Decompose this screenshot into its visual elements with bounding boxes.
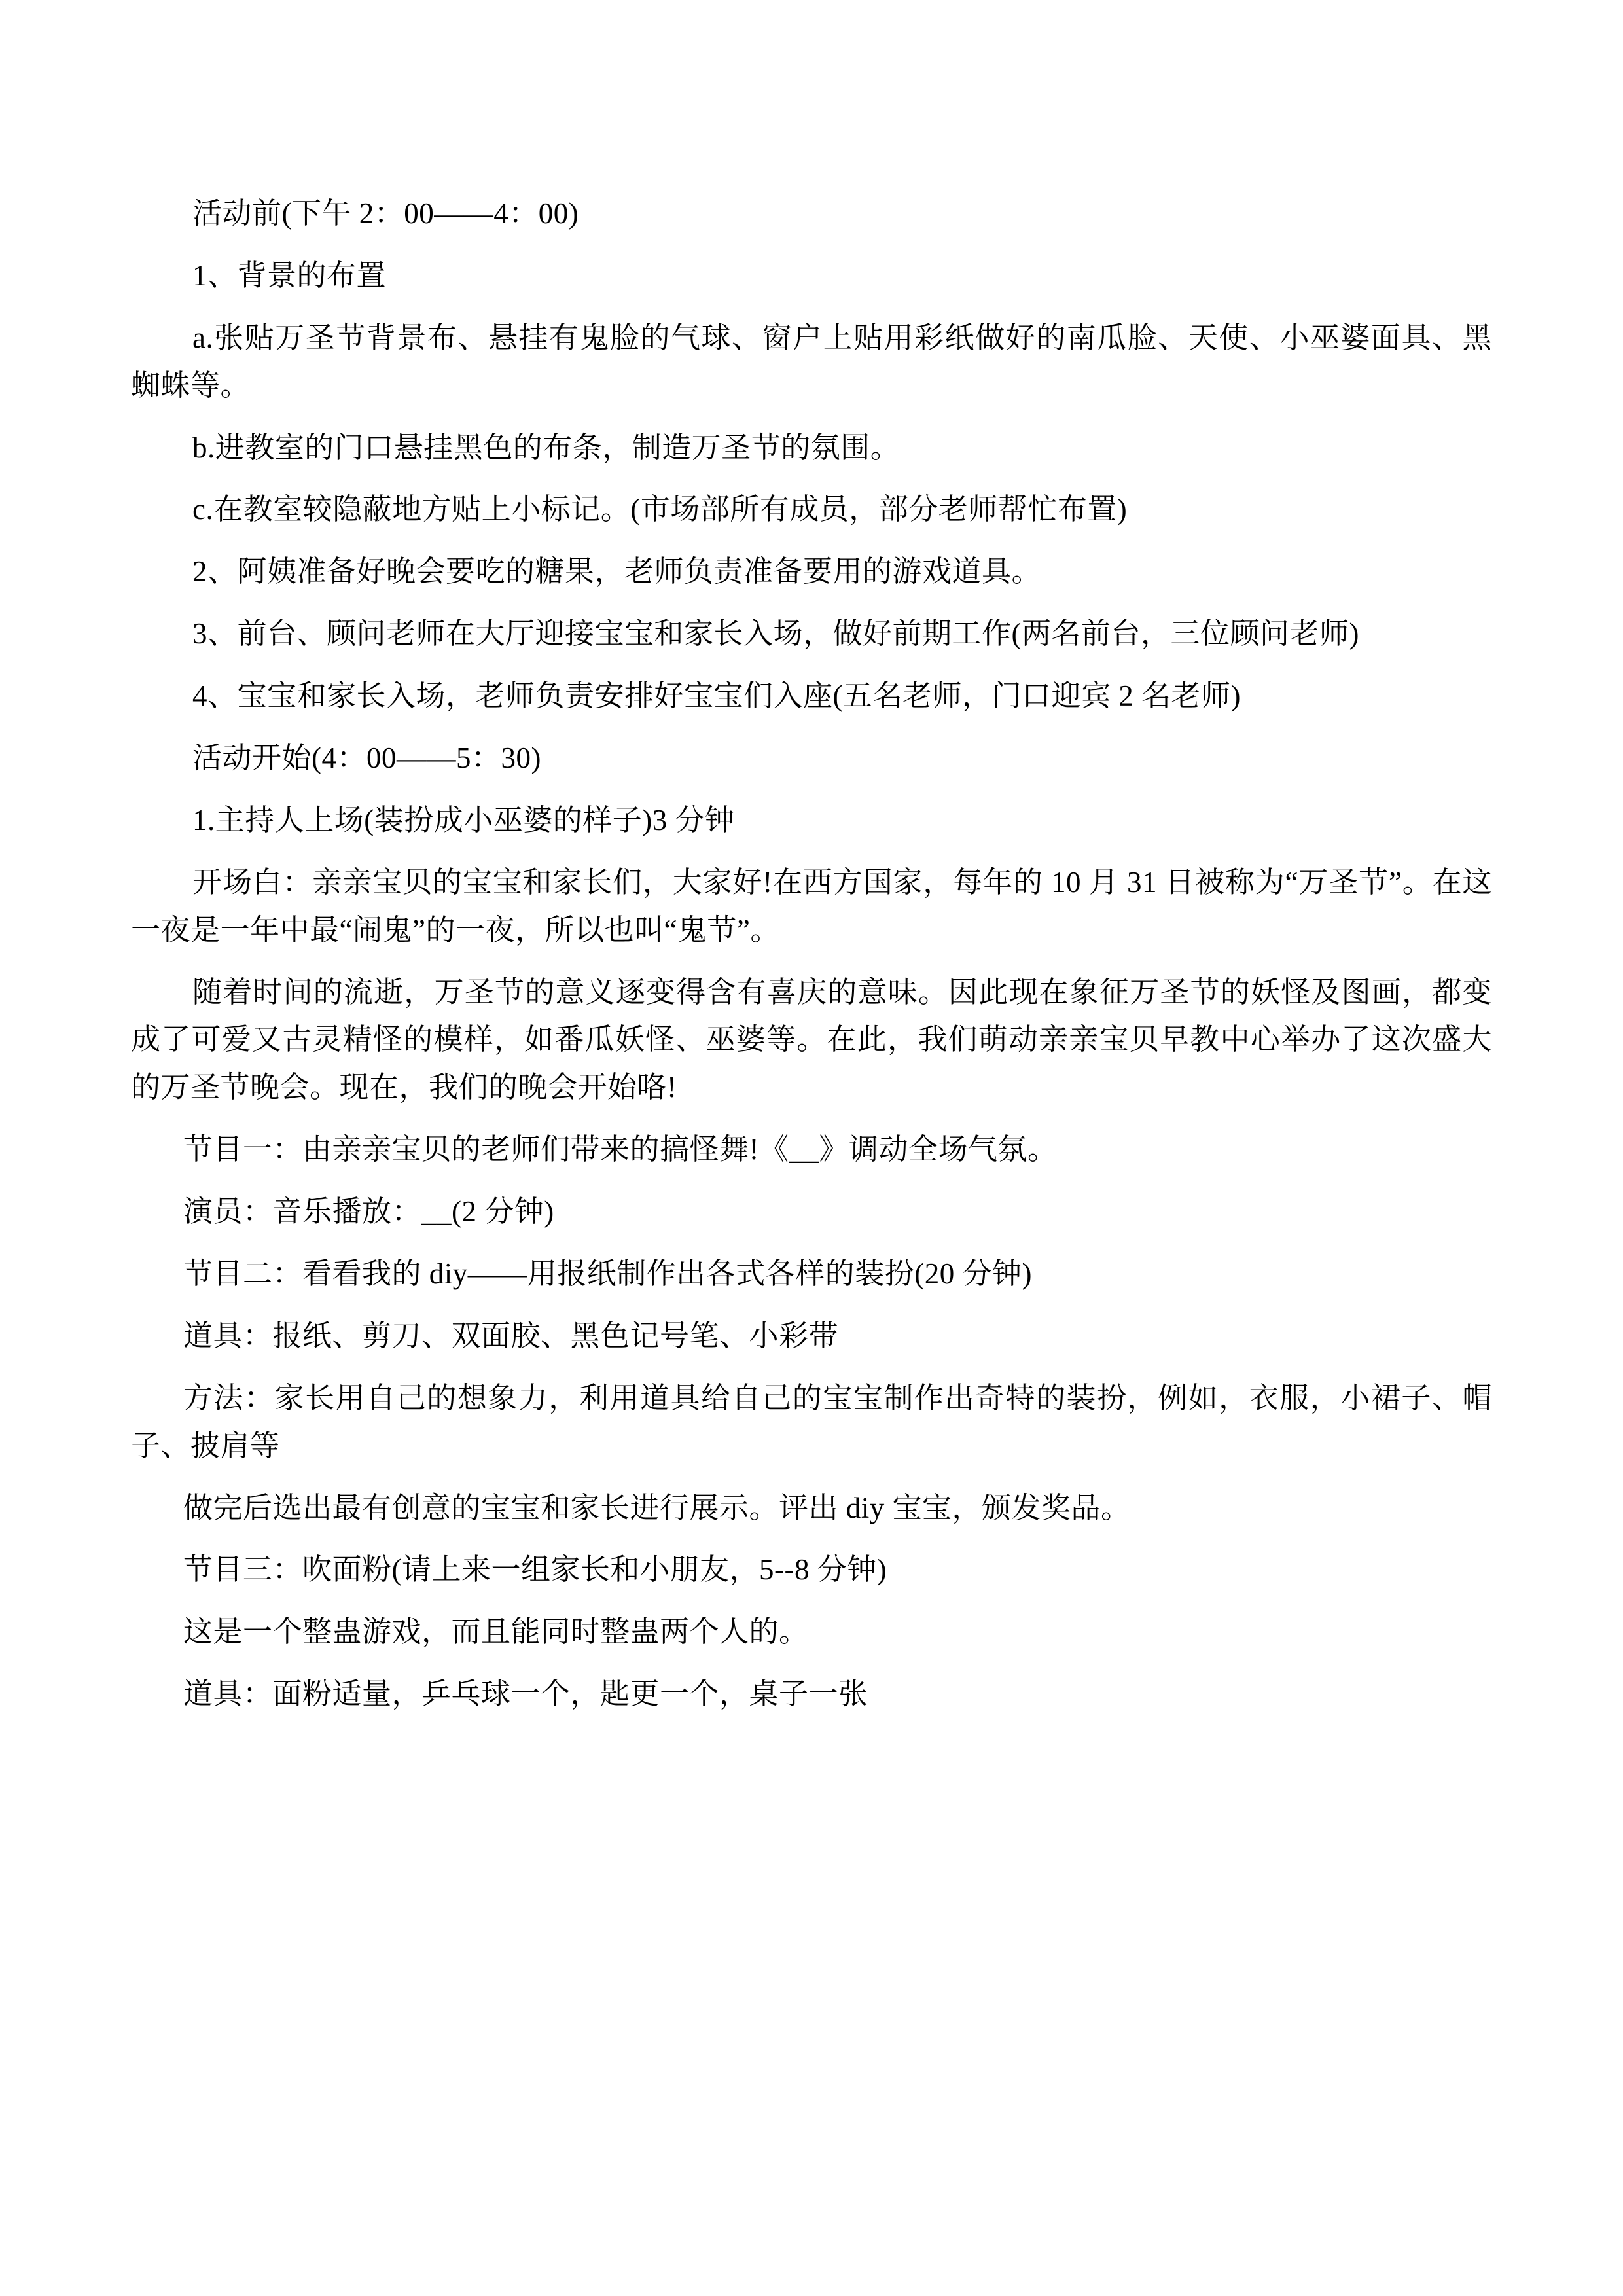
paragraph-program-two: 节目二：看看我的 diy——用报纸制作出各式各样的装扮(20 分钟) xyxy=(183,1257,1032,1291)
paragraph-item-a: a.张贴万圣节背景布、悬挂有鬼脸的气球、窗户上贴用彩纸做好的南瓜脸、天使、小巫婆面具、黑蜘蛛等。 xyxy=(131,321,1492,402)
paragraph-background-setup: 1、背景的布置 xyxy=(192,259,387,292)
paragraph-program-three: 节目三：吹面粉(请上来一组家长和小朋友，5--8 分钟) xyxy=(183,1553,887,1587)
paragraph-props-diy: 道具：报纸、剪刀、双面胶、黑色记号笔、小彩带 xyxy=(183,1319,839,1352)
paragraph-item-b: b.进教室的门口悬挂黑色的布条，制造万圣节的氛围。 xyxy=(192,431,901,464)
paragraph-item-4: 4、宝宝和家长入场，老师负责安排好宝宝们入座(五名老师，门口迎宾 2 名老师) xyxy=(192,679,1241,713)
paragraph-diy-award: 做完后选出最有创意的宝宝和家长进行展示。评出 diy 宝宝，颁发奖品。 xyxy=(183,1491,1131,1524)
paragraph-host-entrance: 1.主持人上场(装扮成小巫婆的样子)3 分钟 xyxy=(192,803,735,836)
paragraph-method-diy: 方法：家长用自己的想象力，利用道具给自己的宝宝制作出奇特的装扮，例如，衣服，小裙子、帽子、披肩等 xyxy=(131,1381,1492,1462)
paragraph-opening-speech: 开场白：亲亲宝贝的宝宝和家长们，大家好!在西方国家，每年的 10 月 31 日被称为“万圣节”。在这一夜是一年中最“闹鬼”的一夜，所以也叫“鬼节”。 xyxy=(131,865,1492,946)
paragraph-item-3: 3、前台、顾问老师在大厅迎接宝宝和家长入场，做好前期工作(两名前台，三位顾问老师) xyxy=(192,617,1359,651)
paragraph-halloween-meaning: 随着时间的流逝，万圣节的意义逐变得含有喜庆的意味。因此现在象征万圣节的妖怪及图画，都变成了可爱又古灵精怪的模样，如番瓜妖怪、巫婆等。在此，我们萌动亲亲宝贝早教中心举办了这次盛大的万圣节晚会。现在，我们的晚会开始咯! xyxy=(131,975,1492,1104)
paragraph-activity-start-heading: 活动开始(4：00——5：30) xyxy=(192,742,541,775)
paragraph-activity-before-heading: 活动前(下午 2：00——4：00) xyxy=(192,197,579,230)
paragraph-program-one: 节目一：由亲亲宝贝的老师们带来的搞怪舞!《__》调动全场气氛。 xyxy=(183,1133,1058,1166)
document-body xyxy=(131,190,1492,1718)
paragraph-item-2: 2、阿姨准备好晚会要吃的糖果，老师负责准备要用的游戏道具。 xyxy=(192,555,1042,588)
paragraph-game-description: 这是一个整蛊游戏，而且能同时整蛊两个人的。 xyxy=(183,1615,809,1649)
paragraph-props-flour: 道具：面粉适量，乒乓球一个，匙更一个，桌子一张 xyxy=(183,1677,868,1711)
paragraph-item-c: c.在教室较隐蔽地方贴上小标记。(市场部所有成员，部分老师帮忙布置) xyxy=(192,493,1128,526)
paragraph-performers: 演员：音乐播放：__(2 分钟) xyxy=(183,1195,554,1229)
